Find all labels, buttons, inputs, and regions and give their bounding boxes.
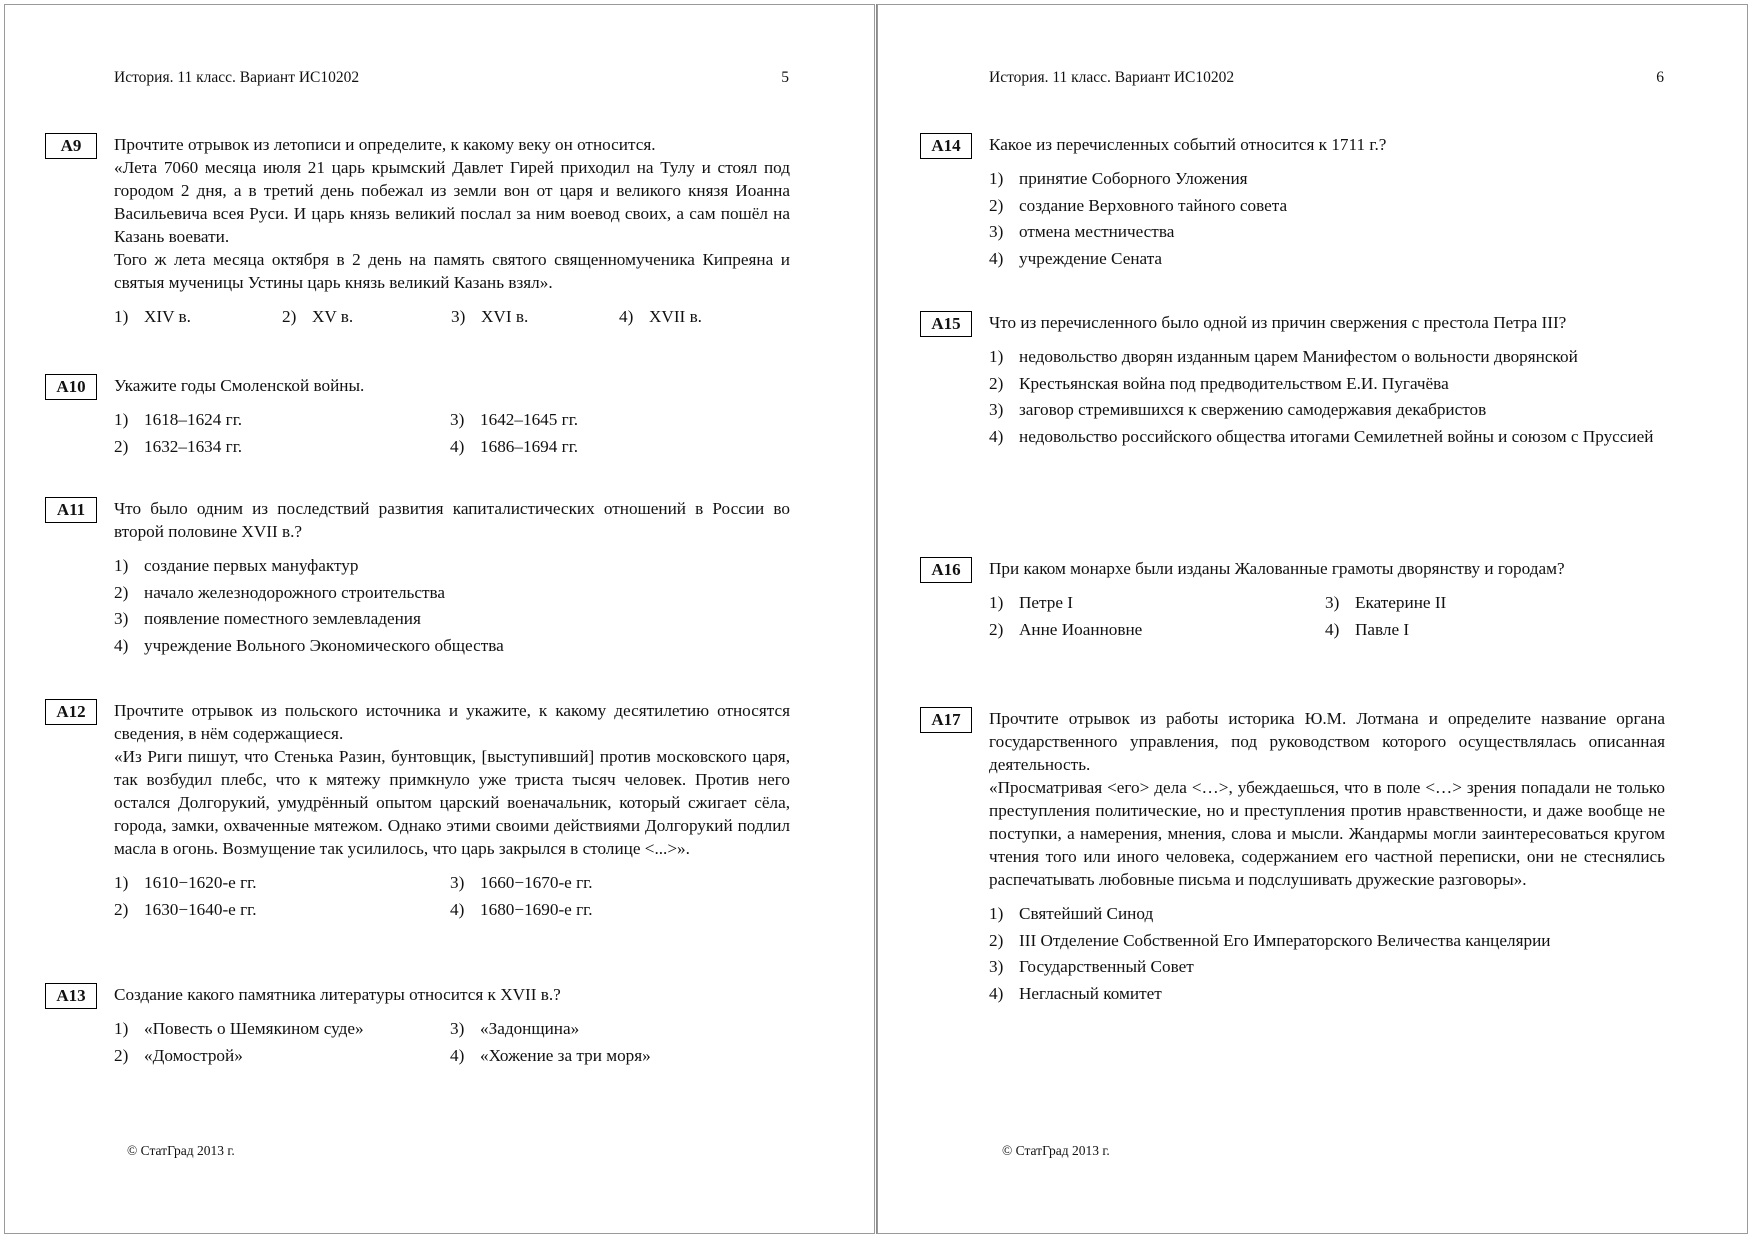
question-text xyxy=(114,983,790,1067)
answer-option[interactable]: 3) 1642–1645 гг. xyxy=(450,410,579,429)
answer-option[interactable]: 3) «Задонщина» xyxy=(450,1019,580,1038)
question-text xyxy=(989,311,1665,448)
answer-option[interactable]: 4) недовольство российского общества итогами Семилетней войны и союзом с Пруссией xyxy=(989,426,1654,446)
answer-option[interactable]: 1) недовольство дворян изданным царем Манифестом о вольности дворянской xyxy=(989,347,1578,366)
answer-option[interactable]: 1) Святейший Синод xyxy=(989,904,1154,923)
question-number: А9 xyxy=(45,133,97,159)
question-number: А16 xyxy=(920,557,972,583)
question-a10 xyxy=(45,374,790,458)
question-prompt: Прочтите отрывок из работы историка Ю.М. Лотмана и определите название органа государственного управления, под руководством которого осуществлялась описанная деятельность. xyxy=(989,709,1665,774)
question-prompt: Укажите годы Смоленской войны. xyxy=(114,376,365,395)
question-text xyxy=(989,557,1665,641)
answer-option[interactable]: 1) принятие Соборного Уложения xyxy=(989,169,1248,188)
question-a9 xyxy=(45,133,790,328)
answer-option[interactable]: 3) отмена местничества xyxy=(989,222,1175,241)
question-text xyxy=(989,707,1665,1005)
answer-option[interactable]: 1) 1610−1620-е гг. xyxy=(114,873,257,892)
page-left xyxy=(4,4,875,1234)
answer-option[interactable]: 4) 1686–1694 гг. xyxy=(450,436,579,456)
answer-option[interactable]: 1) создание первых мануфактур xyxy=(114,556,359,575)
answer-option[interactable]: 3) Екатерине II xyxy=(1325,593,1447,612)
answer-option[interactable]: 4) учреждение Сената xyxy=(989,248,1163,268)
answer-option[interactable]: 2) Крестьянская война под предводительством Е.И. Пугачёва xyxy=(989,373,1449,393)
question-number: А11 xyxy=(45,497,97,523)
question-text xyxy=(989,133,1665,270)
question-a17 xyxy=(920,707,1665,1008)
answer-option[interactable]: 3) появление поместного землевладения xyxy=(114,609,421,628)
answer-options xyxy=(989,902,1665,1005)
question-number: А17 xyxy=(920,707,972,733)
header-title: История. 11 класс. Вариант ИС10202 xyxy=(989,69,1235,86)
question-number: А13 xyxy=(45,983,97,1009)
question-number: А10 xyxy=(45,374,97,400)
answer-option[interactable]: 2) создание Верховного тайного совета xyxy=(989,195,1288,215)
answer-option[interactable]: 2) III Отделение Собственной Его Императорского Величества канцелярии xyxy=(989,930,1551,950)
question-text xyxy=(114,374,790,458)
question-prompt: Что было одним из последствий развития капиталистических отношений в России во второй половине XVII в.? xyxy=(114,499,790,541)
question-number: А12 xyxy=(45,699,97,725)
question-number: А14 xyxy=(920,133,972,159)
answer-option[interactable]: 4) Негласный комитет xyxy=(989,983,1162,1003)
question-a14 xyxy=(920,133,1665,273)
answer-option[interactable]: 1) «Повесть о Шемякином суде» xyxy=(114,1019,364,1038)
answer-option[interactable]: 4) XVII в. xyxy=(619,307,702,326)
question-a11 xyxy=(45,497,790,660)
answer-option[interactable]: 1) 1618–1624 гг. xyxy=(114,410,243,429)
answer-options xyxy=(114,305,790,328)
header-title: История. 11 класс. Вариант ИС10202 xyxy=(114,69,360,86)
page-number: 6 xyxy=(1656,69,1664,86)
answer-option[interactable]: 3) 1660−1670-е гг. xyxy=(450,873,593,892)
answer-option[interactable]: 4) «Хожение за три моря» xyxy=(450,1045,651,1065)
page-right xyxy=(877,4,1748,1234)
answer-options xyxy=(114,1017,790,1067)
question-a16 xyxy=(920,557,1665,641)
answer-options xyxy=(989,591,1665,641)
question-prompt: Прочтите отрывок из летописи и определите, к какому веку он относится. xyxy=(114,135,656,154)
source-quote: «Из Риги пишут, что Стенька Разин, бунтовщик, [выступивший] против московского царя, так возбудил плебс, что к мятежу примкнуло уже триста тысяч человек. Против него остался Долгорукий, умудрённый опытом царский военачальник, который сжигает сёла, города, замки, охваченные мятежом. Однако этими своими действиями Долгорукий подлил масла в огонь. Возмущение так усилилось, что царь закрылся в столице <...>». xyxy=(114,747,790,858)
answer-option[interactable]: 4) Павле I xyxy=(1325,619,1410,639)
page-number: 5 xyxy=(781,69,789,86)
answer-options xyxy=(114,408,790,458)
answer-option[interactable]: 3) Государственный Совет xyxy=(989,957,1194,976)
answer-option[interactable]: 4) 1680−1690-е гг. xyxy=(450,899,593,919)
copyright-footer: © СтатГрад 2013 г. xyxy=(127,1143,235,1158)
question-a13 xyxy=(45,983,790,1067)
copyright-footer: © СтатГрад 2013 г. xyxy=(1002,1143,1110,1158)
question-prompt: При каком монархе были изданы Жалованные грамоты дворянству и городам? xyxy=(989,559,1565,578)
answer-options xyxy=(989,167,1665,270)
question-number: А15 xyxy=(920,311,972,337)
question-prompt: Какое из перечисленных событий относится к 1711 г.? xyxy=(989,135,1387,154)
answer-option[interactable]: 3) заговор стремившихся к свержению самодержавия декабристов xyxy=(989,400,1487,419)
page-header xyxy=(114,69,789,87)
question-a12 xyxy=(45,699,790,921)
question-text xyxy=(114,497,790,657)
answer-option[interactable]: 2) Анне Иоанновне xyxy=(989,619,1143,639)
page-header xyxy=(989,69,1664,87)
answer-options xyxy=(114,554,790,657)
question-text xyxy=(114,699,790,921)
source-quote: «Лета 7060 месяца июля 21 царь крымский Давлет Гирей приходил на Тулу и стоял под городом 2 дня, а в третий день побежал из земли вон от царя и великого князя Иоанна Васильевича всея Руси. И царь князь великий послал за ним воевод своих, а сам пошёл на Казань воевати. xyxy=(114,158,790,246)
question-prompt: Прочтите отрывок из польского источника и укажите, к какому десятилетию относятся сведения, в нём содержащиеся. xyxy=(114,701,790,743)
answer-option[interactable]: 2) 1630−1640-е гг. xyxy=(114,899,257,919)
answer-option[interactable]: 4) учреждение Вольного Экономического общества xyxy=(114,635,504,655)
answer-option[interactable]: 2) 1632–1634 гг. xyxy=(114,436,243,456)
answer-option[interactable]: 2) XV в. xyxy=(282,307,354,326)
answer-option[interactable]: 3) XVI в. xyxy=(451,307,529,326)
question-a15 xyxy=(920,311,1665,451)
question-prompt: Что из перечисленного было одной из причин свержения с престола Петра III? xyxy=(989,313,1567,332)
question-prompt: Создание какого памятника литературы относится к XVII в.? xyxy=(114,985,561,1004)
answer-options xyxy=(989,345,1665,448)
answer-option[interactable]: 2) начало железнодорожного строительства xyxy=(114,582,446,602)
answer-option[interactable]: 1) Петре I xyxy=(989,593,1074,612)
question-text xyxy=(114,133,790,328)
source-quote: «Просматривая <его> дела <…>, убеждаешься, что в поле <…> зрения попадали не только преступления политические, но и преступления против нравственности, и даже вообще не поступки, а намерения, мнения, слова и мысли. Жандармы могли заинтересоваться кругом чтения того или иного человека, содержанием его частной переписки, они не стеснялись распечатывать любовные письма и подслушивать дружеские разговоры». xyxy=(989,778,1665,889)
answer-option[interactable]: 2) «Домострой» xyxy=(114,1045,243,1065)
answer-option[interactable]: 1) XIV в. xyxy=(114,307,191,326)
answer-options xyxy=(114,871,790,921)
source-quote: Того ж лета месяца октября в 2 день на память святого священномученика Кипреяна и святыя мученицы Устины царь князь великий Казань взял». xyxy=(114,250,790,292)
